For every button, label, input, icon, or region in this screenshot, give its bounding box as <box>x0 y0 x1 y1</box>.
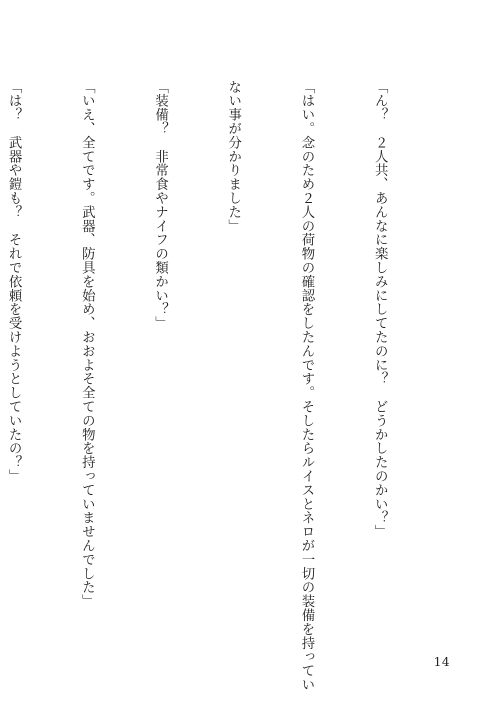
text-line: 「ん？ ２人共、あんなに楽しみにしてたのに？ どうかしたのかい？」 <box>372 80 388 539</box>
text-line: 「装備？ 非常食やナイフの類かい？」 <box>152 80 168 331</box>
text-line: 「いえ、全てです。武器、防具を始め、おおよそ全ての物を持っていませんでした」 <box>79 80 95 609</box>
text-line: 「はい。念のため２人の荷物の確認をしたんです。そしたらルイスとネロが一切の装備を持ってい <box>298 80 314 692</box>
text-line: ない事が分かりました」 <box>225 80 241 233</box>
text-line: 「は？ 武器や鎧も？ それで依頼を受けようとしていたの？」 <box>6 80 22 484</box>
page-number: 14 <box>433 655 450 669</box>
vertical-text-body <box>6 80 440 692</box>
